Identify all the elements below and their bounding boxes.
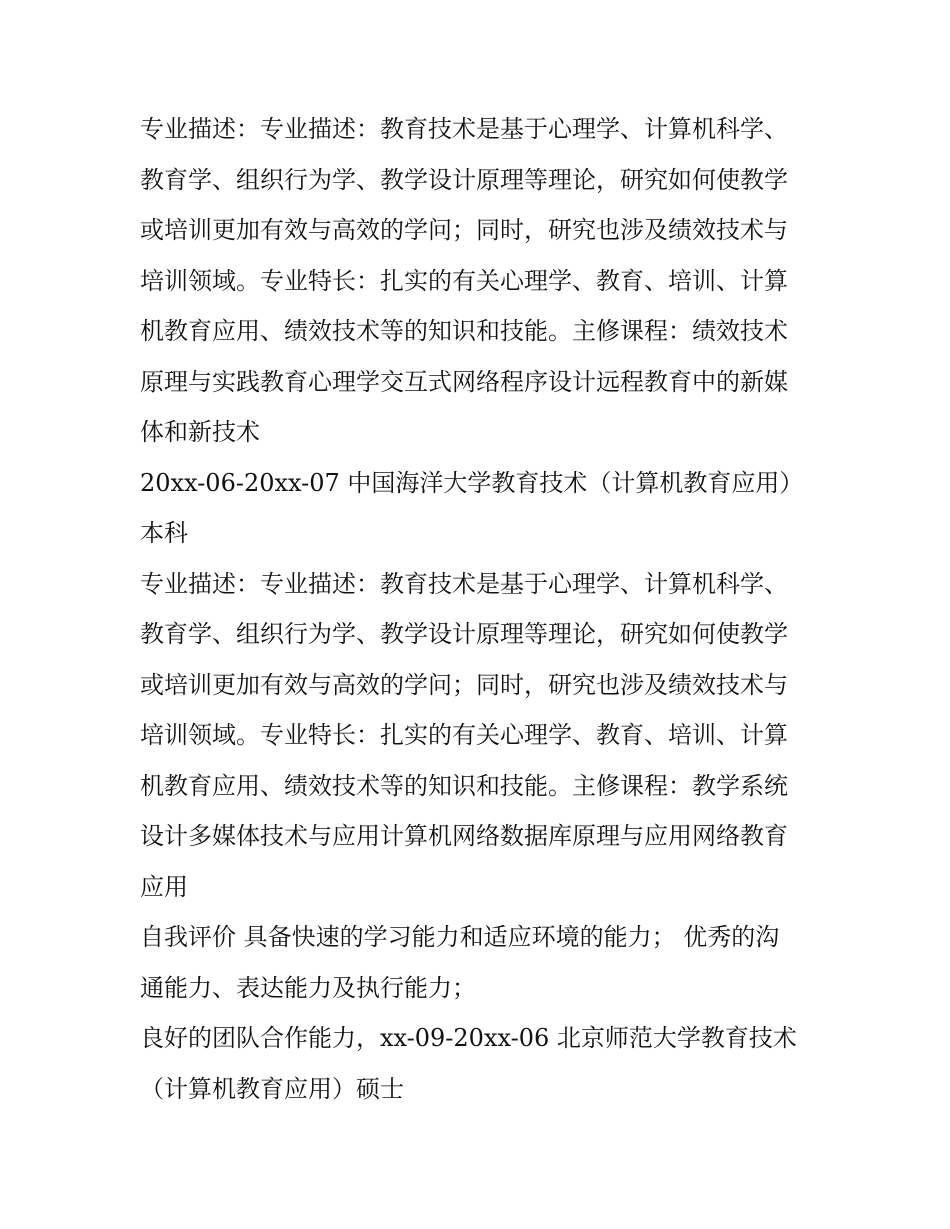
text-line: 自我评价 具备快速的学习能力和适应环境的能力； 优秀的沟: [140, 923, 780, 951]
text-line: 通能力、表达能力及执行能力；: [140, 973, 476, 1002]
text-line: 本科: [140, 519, 188, 547]
text-line: 设计多媒体技术与应用计算机网络数据库原理与应用网络教育: [140, 822, 788, 850]
text-line: （计算机教育应用）硕士: [140, 1074, 404, 1103]
text-line: 或培训更加有效与高效的学问；同时，研究也涉及绩效技术与: [140, 216, 788, 244]
paragraph-education-entry-1: [140, 458, 830, 559]
text-line: 或培训更加有效与高效的学问；同时，研究也涉及绩效技术与: [140, 670, 788, 699]
paragraph-major-description-1: [140, 104, 830, 458]
text-line: 培训领域。专业特长：扎实的有关心理学、教育、培训、计算: [140, 266, 788, 295]
text-line: 培训领域。专业特长：扎实的有关心理学、教育、培训、计算: [140, 721, 788, 749]
text-line: 体和新技术: [140, 418, 260, 446]
text-line: 专业描述：专业描述：教育技术是基于心理学、计算机科学、: [140, 115, 788, 143]
paragraph-education-entry-2: [140, 1013, 830, 1114]
text-line: 机教育应用、绩效技术等的知识和技能。主修课程：绩效技术: [140, 317, 788, 345]
text-line: 机教育应用、绩效技术等的知识和技能。主修课程：教学系统: [140, 771, 788, 800]
document-body: [140, 104, 830, 1114]
paragraph-major-description-2: [140, 559, 830, 913]
text-line: 良好的团队合作能力，xx-09-20xx-06 北京师范大学教育技术: [140, 1024, 797, 1052]
text-line: 20xx-06-20xx-07 中国海洋大学教育技术（计算机教育应用）: [140, 468, 804, 497]
text-line: 专业描述：专业描述：教育技术是基于心理学、计算机科学、: [140, 569, 788, 598]
text-line: 原理与实践教育心理学交互式网络程序设计远程教育中的新媒: [140, 367, 788, 396]
text-line: 教育学、组织行为学、教学设计原理等理论，研究如何使教学: [140, 620, 788, 648]
paragraph-self-evaluation: [140, 912, 830, 1013]
text-line: 教育学、组织行为学、教学设计原理等理论，研究如何使教学: [140, 165, 788, 194]
text-line: 应用: [140, 872, 188, 901]
